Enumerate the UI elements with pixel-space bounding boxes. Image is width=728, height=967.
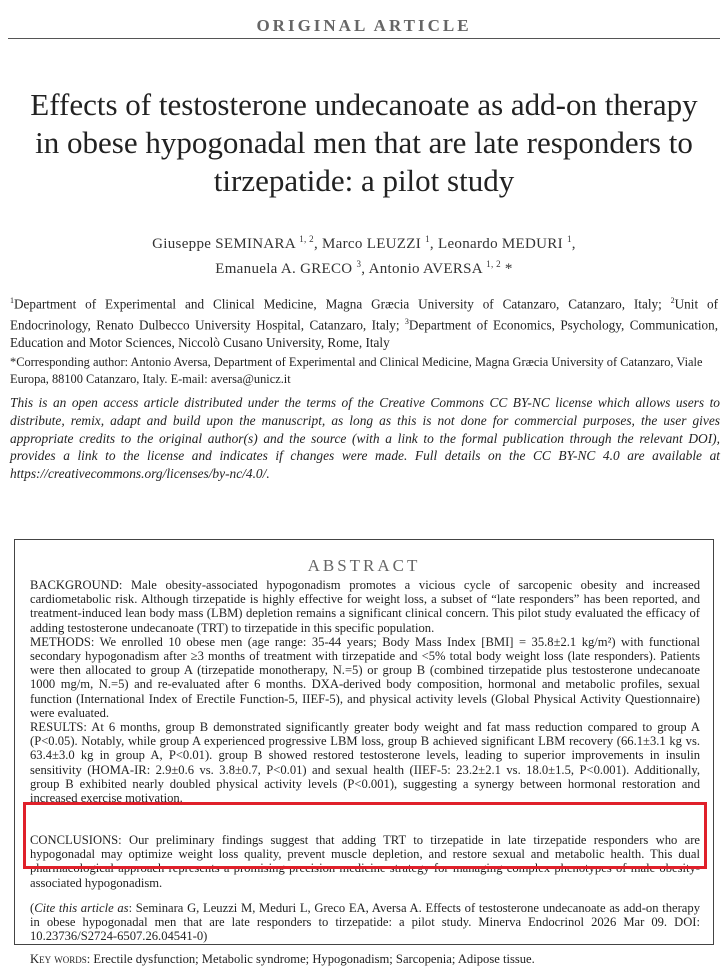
- corresponding-marker: *: [500, 261, 513, 277]
- corresponding-author: *Corresponding author: Antonio Aversa, Department of Experimental and Clinical Medicine, Magna Græcia University of Catanzaro, Viale Europa, 88100 Catanzaro, Italy. E-mail: aversa@unicz.it: [10, 355, 703, 386]
- author-name: , Antonio AVERSA: [361, 261, 483, 277]
- abstract-main-sections: [30, 578, 700, 832]
- section-label: ORIGINAL ARTICLE: [256, 16, 472, 35]
- keywords: [30, 952, 700, 966]
- keywords-label: Key words: [30, 952, 87, 967]
- affil-sup: 2: [670, 296, 675, 305]
- abstract-conclusions: CONCLUSIONS: Our preliminary findings suggest that adding TRT to tirzepatide in late tirzepatide responders who are hypogonadal may optimize weight loss quality, prevent muscle depletion, and restore sexual and metabolic health. This dual pharmacological approach represents a promising precision medicine strategy for managing complex phenotypes of male obesity-associated hypogonadism.: [30, 833, 700, 890]
- affiliations: [10, 292, 718, 351]
- author-affil-sup: 1: [425, 234, 430, 244]
- abstract-methods: METHODS: We enrolled 10 obese men (age range: 35-44 years; Body Mass Index [BMI] = 35.8±2.1 kg/m²) with functional secondary hypogonadism after ≥3 months of treatment with tirzepatide and <5% total body weight loss (late responders). Patients were then allocated to group A (tirzepatide monotherapy, N.=5) or group B (combined tirzepatide plus testosterone undecanoate 1000 mg/m, N.=5) and re-evaluated after 6 months. DXA-derived body composition, hormonal and metabolic profiles, sexual function (International Index of Erectile Function-5, IIEF-5), and physical activity levels (Global Physical Activity Questionnaire) were evaluated.: [30, 634, 700, 720]
- author-name: Emanuela A. GRECO: [215, 261, 353, 277]
- keywords-text: : Erectile dysfunction; Metabolic syndrome; Hypogonadism; Sarcopenia; Adipose tissue.: [86, 952, 535, 967]
- author-name: , Marco LEUZZI: [313, 236, 422, 252]
- author-affil-sup: 1, 2: [299, 234, 314, 244]
- article-title: Effects of testosterone undecanoate as add-on therapy in obese hypogonadal men that are late responders to tirzepatide: a pilot study: [30, 87, 698, 198]
- abstract-background: BACKGROUND: Male obesity-associated hypogonadism promotes a vicious cycle of sarcopenic obesity and increased cardiometabolic risk. Although tirzepatide is highly effective for weight loss, a subset of “late responders” has been reported, and treatment-induced lean body mass (LBM) depletion remains a significant clinical concern. This pilot study evaluated the efficacy of adding testosterone undecanoate (TRT) to tirzepatide in this specific population.: [30, 578, 700, 635]
- author-affil-sup: 1, 2: [486, 259, 501, 269]
- citation-text: : Seminara G, Leuzzi M, Meduri L, Greco EA, Aversa A. Effects of testosterone undecanoate as add-on therapy in obese hypogonadal men that are late responders to tirzepatide: a pilot study. Minerva Endocrinol 2026 Mar 09. DOI: 10.23736/S2724-6507.26.04541-0): [30, 900, 700, 944]
- citation: (Cite this article as: Seminara G, Leuzzi M, Meduri L, Greco EA, Aversa A. Effects of testosterone undecanoate as add-on therapy in obese hypogonadal men that are late responders to tirzepatide: a pilot study. Minerva Endocrinol 2026 Mar 09. DOI: 10.23736/S2724-6507.26.04541-0): [30, 900, 700, 944]
- affil-sup: 3: [404, 316, 409, 326]
- affiliation-text: Department of Experimental and Clinical Medicine, Magna Græcia University of Catanzaro, Catanzaro, Italy;: [14, 296, 671, 312]
- abstract-results: RESULTS: At 6 months, group B demonstrated significantly greater body weight and fat mass reduction compared to group A (P<0.05). Notably, while group A experienced progressive LBM loss, group B achieved significant LBM recovery (66.1±3.1 kg vs. 63.4±3.0 kg in group A, P<0.01). group B showed restored testosterone levels, leading to superior improvements in insulin sensitivity (HOMA-IR: 2.9±0.6 vs. 3.8±0.7, P<0.01) and sexual health (IIEF-5: 23.2±2.1 vs. 18.0±1.5, P<0.001). Additionally, group B exhibited nearly doubled physical activity levels (P<0.001), suggesting a synergy between hormonal restoration and increased exercise motivation.: [30, 720, 700, 806]
- license-notice: This is an open access article distributed under the terms of the Creative Commons CC BY-NC license which allows users to distribute, remix, adapt and build upon the manuscript, as long as this is not done for commercial purposes, the user gives appropriate credits to the original author(s) and the source (with a link to the formal publication through the relevant DOI), provides a link to the license and indicates if changes were made. Full details on the CC BY-NC 4.0 are available at https://creativecommons.org/licenses/by-nc/4.0/.: [10, 395, 720, 482]
- abstract-body: [30, 578, 700, 967]
- abstract-box: [14, 539, 714, 967]
- author-affil-sup: 1: [566, 234, 572, 244]
- affiliation-text: Unit of Endocrinology, Renato Dulbecco University Hospital, Catanzaro, Italy;: [10, 296, 718, 333]
- author-affil-sup: 3: [356, 259, 362, 269]
- affil-sup: 1: [10, 296, 14, 305]
- author-name: , Leonardo MEDURI: [429, 236, 563, 252]
- affiliation-text: Department of Economics, Psychology, Communication, Education and Motor Sciences, Niccolò Cusano University, Rome, Italy: [10, 317, 719, 350]
- author-list: Giuseppe SEMINARA $^{1, 2}$, Marco LEUZZI $^1$, Leonardo MEDURI $^1$, Emanuela A. GRECO $^3$, Antonio AVERSA $^{1, 2}$ *: [152, 234, 576, 277]
- header-rule: [8, 38, 720, 39]
- citation-label: Cite this article as: [34, 900, 129, 915]
- abstract-heading: ABSTRACT: [307, 556, 421, 575]
- author-name: Giuseppe SEMINARA: [152, 236, 296, 252]
